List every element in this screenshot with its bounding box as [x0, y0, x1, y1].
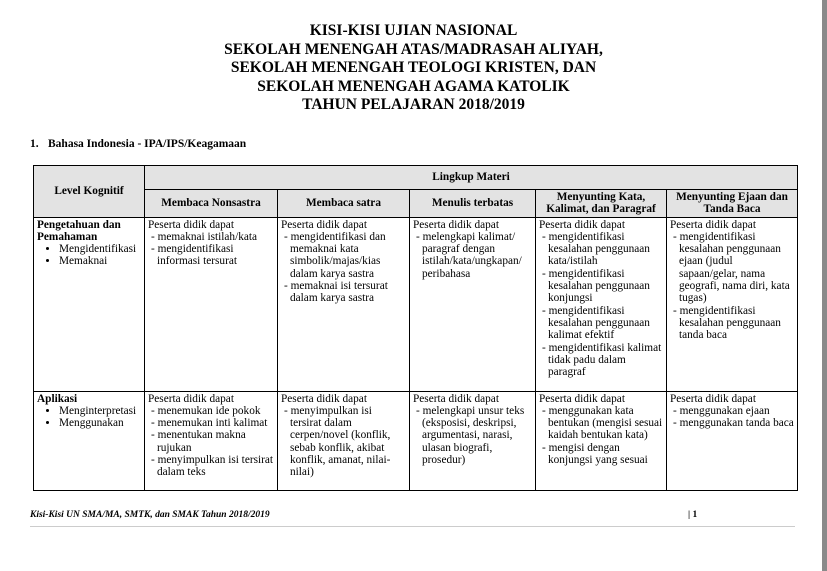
section-title: Bahasa Indonesia - IPA/IPS/Keagamaan — [48, 138, 247, 150]
table-row — [34, 217, 798, 391]
cell-intro: Peserta didik dapat — [539, 218, 625, 231]
column-header: Menulis terbatas — [410, 190, 536, 218]
cell-item: - memaknai isi tersurat dalam karya sastra — [281, 280, 406, 305]
level-item: • Memaknai — [59, 255, 141, 267]
level-cell — [34, 217, 145, 391]
content-cell — [536, 391, 667, 490]
cell-item: - mengisi dengan konjungsi yang sesuai — [539, 442, 663, 467]
level-header: Level Kognitif — [34, 166, 145, 218]
cell-intro: Peserta didik dapat — [413, 392, 499, 405]
column-header: Menyunting Ejaan dan Tanda Baca — [667, 190, 798, 218]
level-cell — [34, 391, 145, 490]
cell-item: - menggunakan tanda baca — [670, 417, 794, 429]
cell-item: - memaknai istilah/kata — [148, 231, 274, 243]
footer-divider — [30, 526, 795, 527]
cell-item: - mengidentifikasi kalimat tidak padu dalam paragraf — [539, 342, 663, 379]
content-cell — [667, 391, 798, 490]
column-header: Membaca Nonsastra — [145, 190, 278, 218]
footer-text: Kisi-Kisi UN SMA/MA, SMTK, dan SMAK Tahun 2018/2019 — [30, 510, 270, 520]
cell-item: - menyimpulkan isi tersirat dalam cerpen/novel (konflik, sebab konflik, akibat konflik, amanat, nilai-nilai) — [281, 405, 406, 479]
cell-item: - mengidentifikasi kesalahan penggunaan ejaan (judul sapaan/gelar, nama geografi, nama diri, kata tugas) — [670, 231, 794, 305]
column-header: Menyunting Kata, Kalimat, dan Paragraf — [536, 190, 667, 218]
cell-intro: Peserta didik dapat — [148, 392, 234, 405]
level-item: • Menggunakan — [59, 417, 141, 429]
cell-item: - menemukan ide pokok — [148, 405, 274, 417]
cell-item: - mengidentifikasi kesalahan penggunaan konjungsi — [539, 268, 663, 305]
content-cell — [410, 217, 536, 391]
cell-intro: Peserta didik dapat — [148, 218, 234, 231]
content-cell — [145, 217, 278, 391]
cell-intro: Peserta didik dapat — [413, 218, 499, 231]
document-title — [0, 22, 827, 115]
cell-item: - melengkapi unsur teks (eksposisi, deskripsi, argumentasi, narasi, ulasan biografi, prosedur) — [413, 405, 532, 466]
level-item: • Menginterpretasi — [59, 405, 141, 417]
column-header: Membaca satra — [278, 190, 410, 218]
page-number: | 1 — [688, 510, 698, 520]
title-line: SEKOLAH MENENGAH TEOLOGI KRISTEN, DAN — [230, 59, 597, 76]
cell-item: - menentukan makna rujukan — [148, 429, 274, 454]
content-cell — [667, 217, 798, 391]
cell-intro: Peserta didik dapat — [281, 218, 367, 231]
title-line: SEKOLAH MENENGAH ATAS/MADRASAH ALIYAH, — [224, 40, 603, 58]
cell-item: - menggunakan ejaan — [670, 405, 794, 417]
section-number: 1. — [30, 138, 39, 150]
cell-item: - menggunakan kata bentukan (mengisi sesuai kaidah bentukan kata) — [539, 405, 663, 442]
content-cell — [278, 391, 410, 490]
group-header: Lingkup Materi — [145, 166, 798, 190]
cell-item: - mengidentifikasi kesalahan penggunaan kata/istilah — [539, 231, 663, 268]
cell-item: - melengkapi kalimat/ paragraf dengan istilah/kata/ungkapan/ peribahasa — [413, 231, 532, 280]
title-line: SEKOLAH MENENGAH AGAMA KATOLIK — [257, 77, 570, 95]
level-title: Pengetahuan dan Pemahaman — [37, 218, 121, 243]
title-line: KISI-KISI UJIAN NASIONAL — [309, 22, 518, 39]
cell-item: - menyimpulkan isi tersirat dalam teks — [148, 454, 274, 479]
cell-item: - mengidentifikasi kesalahan penggunaan tanda baca — [670, 305, 794, 342]
section-heading — [30, 138, 246, 150]
content-cell — [145, 391, 278, 490]
cell-intro: Peserta didik dapat — [670, 392, 756, 405]
title-line: TAHUN PELAJARAN 2018/2019 — [302, 96, 525, 113]
content-cell — [536, 217, 667, 391]
content-cell — [278, 217, 410, 391]
level-item: • Mengidentifikasi — [59, 243, 141, 255]
kisi-kisi-table — [33, 165, 798, 491]
level-title: Aplikasi — [37, 392, 78, 405]
cell-intro: Peserta didik dapat — [539, 392, 625, 405]
cell-intro: Peserta didik dapat — [670, 218, 756, 231]
cell-item: - mengidentifikasi informasi tersurat — [148, 243, 274, 268]
table-row — [34, 391, 798, 490]
cell-intro: Peserta didik dapat — [281, 392, 367, 405]
cell-item: - menemukan inti kalimat — [148, 417, 274, 429]
content-cell — [410, 391, 536, 490]
cell-item: - mengidentifikasi kesalahan penggunaan kalimat efektif — [539, 305, 663, 342]
cell-item: - mengidentifikasi dan memaknai kata simbolik/majas/kias dalam karya sastra — [281, 231, 406, 280]
